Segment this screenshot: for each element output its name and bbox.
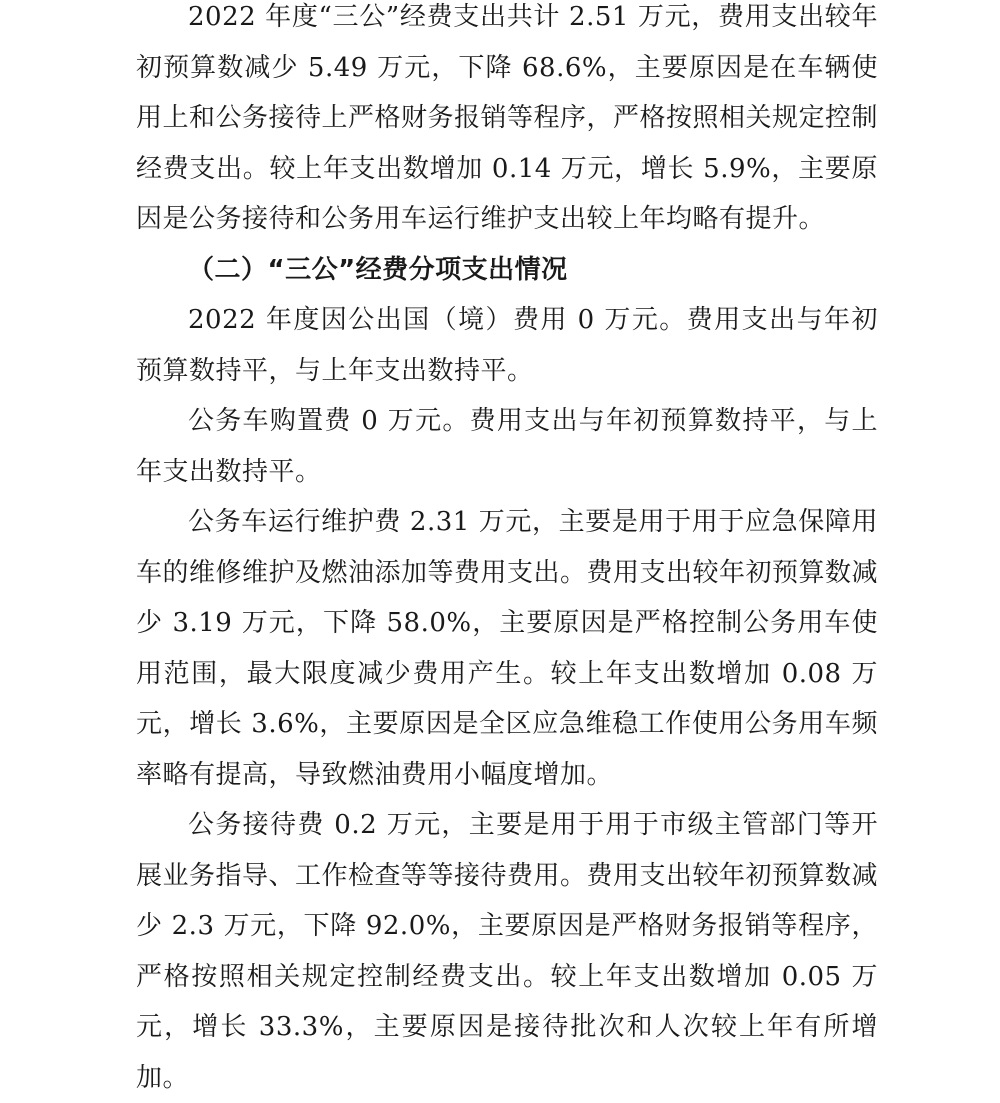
paragraph-official-reception: 公务接待费 0.2 万元，主要是用于用于市级主管部门等开展业务指导、工作检查等等接待费用。费用支出较年初预算数减少 2.3 万元，下降 92.0%，主要原因是严格财务报销等程序，严格按照相关规定控制经费支出。较上年支出数增加 0.05 万元，增长 33.3%，主要原因是接待批次和人次较上年有所增加。 (136, 810, 879, 1093)
paragraph-total-expenditure: 2022 年度“三公”经费支出共计 2.51 万元，费用支出较年初预算数减少 5.49 万元，下降 68.6%，主要原因是在车辆使用上和公务接待上严格财务报销等程序，严格按照相关规定控制经费支出。较上年支出数增加 0.14 万元，增长 5.9%，主要原因是公务接待和公务用车运行维护支出较上年均略有提升。 (136, 2, 879, 234)
paragraph-overseas-travel: 2022 年度因公出国（境）费用 0 万元。费用支出与年初预算数持平，与上年支出数持平。 (136, 305, 878, 386)
document-page (136, 0, 878, 1103)
section-heading: （二）“三公”经费分项支出情况 (188, 254, 568, 285)
paragraph-vehicle-maintenance: 公务车运行维护费 2.31 万元，主要是用于用于应急保障用车的维修维护及燃油添加等费用支出。费用支出较年初预算数减少 3.19 万元，下降 58.0%，主要原因是严格控制公务用车使用范围，最大限度减少费用产生。较上年支出数增加 0.08 万元，增长 3.6%，主要原因是全区应急维稳工作使用公务用车频率略有提高，导致燃油费用小幅度增加。 (136, 507, 879, 790)
paragraph-vehicle-purchase: 公务车购置费 0 万元。费用支出与年初预算数持平，与上年支出数持平。 (136, 406, 878, 487)
